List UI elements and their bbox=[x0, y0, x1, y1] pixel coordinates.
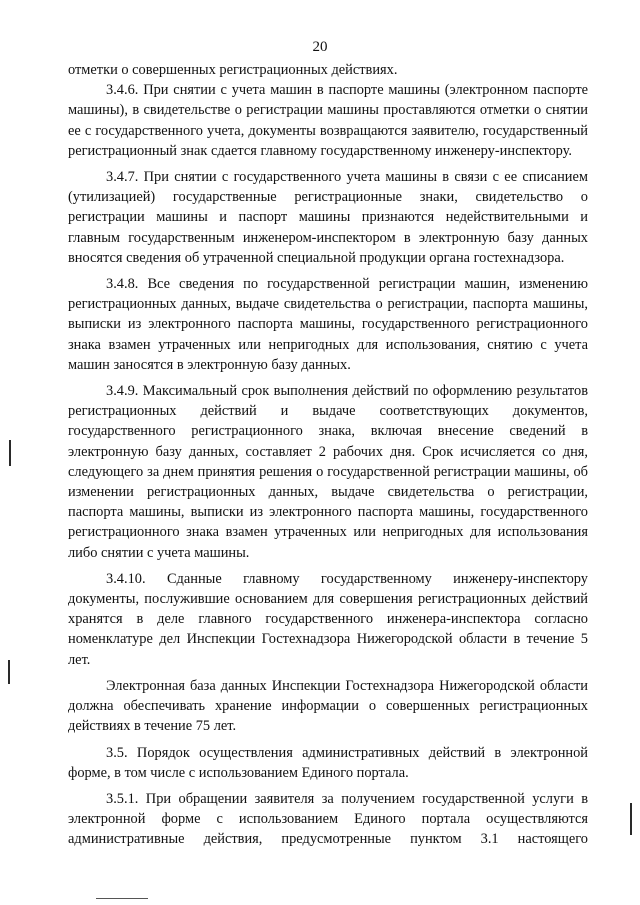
paragraph-3-4-8: 3.4.8. Все сведения по государственной регистрации машин, изменению регистрационных данных, выдаче свидетельства о регистрации, паспорта машины, выписки из электронного паспорта машины, государственного регистрационного знака взамен утраченных или непригодных для использования, снятию с учета машин заносятся в электронную базу данных. bbox=[68, 276, 588, 373]
body-text bbox=[68, 60, 588, 850]
scan-artifact-bottom-line bbox=[96, 898, 148, 899]
paragraph-3-5: 3.5. Порядок осуществления административных действий в электронной форме, в том числе с использованием Единого портала. bbox=[68, 744, 588, 781]
scan-artifact-right bbox=[630, 803, 632, 835]
paragraph-3-4-7: 3.4.7. При снятии с государственного учета машины в связи с ее списанием (утилизацией) государственные регистрационные знаки, свидетельство о регистрации машины и паспорт машины признаются недействительными и главным государственным инженером-инспектором в электронную базу данных вносятся сведения об утраченной специальной продукции органа гостехнадзора. bbox=[68, 169, 588, 266]
paragraph-3-5-1: 3.5.1. При обращении заявителя за получением государственной услуги в электронной форме с использованием Единого портала осуществляются административные действия, предусмотренные пунктом 3.1 настоящего bbox=[68, 790, 588, 848]
paragraph-3-4-6: 3.4.6. При снятии с учета машин в паспорте машины (электронном паспорте машины), в свидетельстве о регистрации машины проставляются отметки о снятии ее с государственного учета, документы возвращаются заявителю, государственный регистрационный знак сдается главному государственному инженеру-инспектору. bbox=[68, 82, 588, 159]
page-number: 20 bbox=[312, 39, 328, 55]
paragraph-continuation: отметки о совершенных регистрационных действиях. bbox=[68, 62, 398, 78]
scan-artifact-left-bottom bbox=[8, 660, 10, 684]
paragraph-3-4-9: 3.4.9. Максимальный срок выполнения действий по оформлению результатов регистрационных действий и выдаче соответствующих документов, государственного регистрационного знака, включая внесение сведений в электронную базу данных, составляет 2 рабочих дня. Срок исчисляется со дня, следующего за днем принятия решения о государственной регистрации машины, об изменении регистрационных данных, выдаче свидетельства о регистрации, паспорта машины, выписки из электронного паспорта машины, государственного регистрационного знака взамен утраченных или непригодных для использования либо снятии с учета машины. bbox=[68, 383, 588, 561]
paragraph-database-retention: Электронная база данных Инспекции Гостехнадзора Нижегородской области должна обеспечивать хранение информации о совершенных регистрационных действиях в течение 75 лет. bbox=[68, 677, 588, 735]
paragraph-3-4-10: 3.4.10. Сданные главному государственному инженеру-инспектору документы, послужившие основанием для совершения регистрационных действий хранятся в деле главного государственного инженера-инспектора согласно номенклатуре дел Инспекции Гостехнадзора Нижегородской области в течение 5 лет. bbox=[68, 570, 588, 668]
scan-artifact-left-top bbox=[9, 440, 11, 466]
